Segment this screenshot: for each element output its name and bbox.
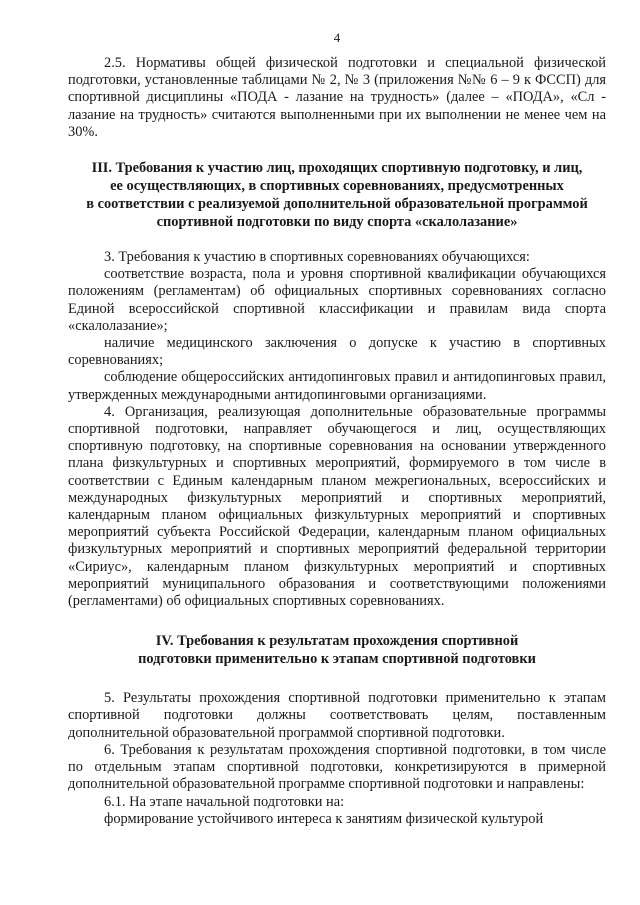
paragraph-3: 3. Требования к участию в спортивных соревнованиях обучающихся:: [104, 249, 530, 266]
section-3-heading-line: ее осуществляющих, в спортивных соревнованиях, предусмотренных: [110, 178, 564, 195]
page-number: 4: [333, 30, 341, 45]
section-4-heading-line: IV. Требования к результатам прохождения спортивной: [155, 633, 519, 650]
paragraph-6: 6. Требования к результатам прохождения спортивной подготовки, в том числе по отдельным этапам спортивной подготовки, конкретизируются в примерной дополнительной образовательной программе спортивной подготовки и направлены:: [68, 741, 606, 793]
paragraph-2-5: 2.5. Нормативы общей физической подготовки и специальной физической подготовки, установленные таблицами № 2, № 3 (приложения №№ 6 – 9 к ФССП) для спортивной дисциплины «ПОДА - лазание на трудность» (далее – «ПОДА», «Сл - лазание на трудность» считаются выполненными при их выполнении не менее чем на 30%.: [68, 55, 606, 140]
section-4-heading-line: подготовки применительно к этапам спортивной подготовки: [138, 651, 536, 668]
paragraph-6-1-item: формирование устойчивого интереса к занятиям физической культурой: [104, 810, 544, 827]
section-3-heading-line: III. Требования к участию лиц, проходящих спортивную подготовку, и лиц,: [91, 160, 583, 177]
section-4-heading: [68, 632, 606, 668]
paragraph-3-item-antidoping: соблюдение общероссийских антидопинговых правил и антидопинговых правил, утвержденных международными антидопинговыми организациями.: [68, 369, 606, 403]
section-3-heading-line: в соответствии с реализуемой дополнительной образовательной программой: [86, 196, 588, 213]
paragraph-5: 5. Результаты прохождения спортивной подготовки применительно к этапам спортивной подготовки должны соответствовать целям, поставленным дополнительной образовательной программой спортивной подготовки.: [68, 690, 606, 741]
paragraph-3-item-age: соответствие возраста, пола и уровня спортивной квалификации обучающихся положениям (регламентам) об официальных спортивных соревнованиях согласно Единой всероссийской спортивной классификации и правилам вида спорта «скалолазание»;: [68, 266, 606, 334]
section-3-heading-line: спортивной подготовки по виду спорта «скалолазание»: [156, 214, 518, 231]
paragraph-4: 4. Организация, реализующая дополнительные образовательные программы спортивной подготовки, направляет обучающегося и лиц, осуществляющих спортивную подготовку, на спортивные соревнования на основании утвержденного плана физкультурных и спортивных мероприятий, формируемого в том числе в соответствии с Единым календарным планом межрегиональных, всероссийских и международных физкультурных мероприятий и спортивных мероприятий, календарным планом официальных физкультурных мероприятий и спортивных мероприятий субъекта Российской Федерации, календарным планом официальных физкультурных мероприятий и спортивных мероприятий федеральной территории «Сириус», календарным планом физкультурных мероприятий и спортивных мероприятий муниципального образования и соответствующими положениями (регламентами) об официальных спортивных соревнованиях.: [68, 403, 606, 610]
section-3-heading: [68, 159, 606, 231]
paragraph-3-item-medical: наличие медицинского заключения о допуске к участию в спортивных соревнованиях;: [68, 335, 606, 369]
paragraph-6-1: 6.1. На этапе начальной подготовки на:: [104, 793, 345, 810]
